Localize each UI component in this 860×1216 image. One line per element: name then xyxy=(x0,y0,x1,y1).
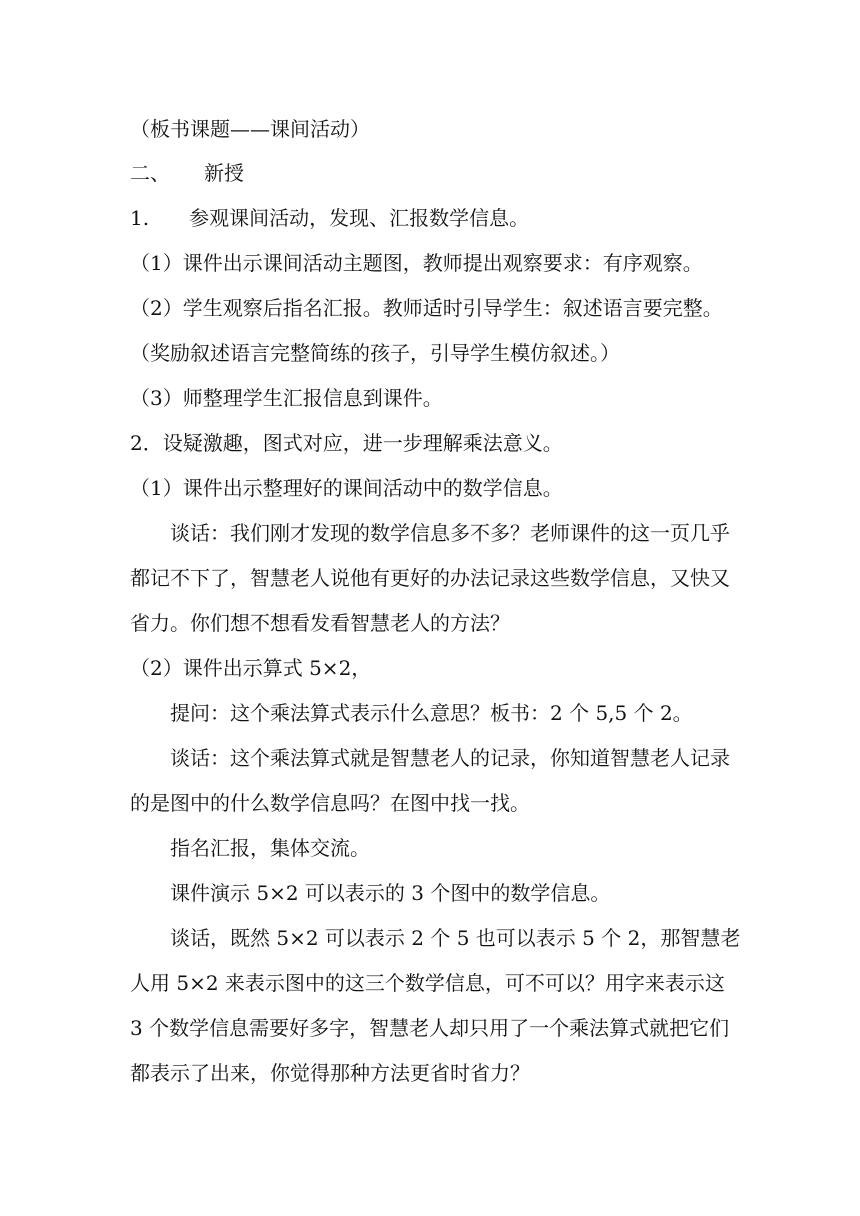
list-item-2: 2．设疑激趣，图式对应，进一步理解乘法意义。 xyxy=(130,431,563,455)
paragraph-line: 人用 5×2 来表示图中的这三个数学信息，可不可以？用字来表示这 xyxy=(130,971,725,995)
paragraph-line: 谈话：这个乘法算式就是智慧老人的记录，你知道智慧老人记录 xyxy=(170,746,730,770)
paragraph-line: （2）学生观察后指名汇报。教师适时引导学生：叙述语言要完整。 xyxy=(130,296,723,320)
paragraph-line: 谈话，既然 5×2 可以表示 2 个 5 也可以表示 5 个 2，那智慧老 xyxy=(170,926,741,950)
paragraph-line: 谈话：我们刚才发现的数学信息多不多？老师课件的这一页几乎 xyxy=(170,521,730,545)
list-item-number: 1. xyxy=(130,206,150,230)
paragraph-line: （1）课件出示课间活动主题图，教师提出观察要求：有序观察。 xyxy=(130,251,703,275)
paragraph-line: 都记不下了，智慧老人说他有更好的办法记录这些数学信息，又快又 xyxy=(130,566,730,590)
paragraph-line: 都表示了出来，你觉得那种方法更省时省力？ xyxy=(130,1061,530,1085)
section-number: 二、 xyxy=(130,161,170,185)
paragraph-line: 课件演示 5×2 可以表示的 3 个图中的数学信息。 xyxy=(170,881,611,905)
board-title-note: （板书课题——课间活动） xyxy=(130,117,370,141)
paragraph-line: 3 个数学信息需要好多字，智慧老人却只用了一个乘法算式就把它们 xyxy=(130,1016,730,1040)
list-item-text: 参观课间活动，发现、汇报数学信息。 xyxy=(189,206,530,230)
paragraph-line: 指名汇报，集体交流。 xyxy=(170,836,370,860)
paragraph-line: 的是图中的什么数学信息吗？在图中找一找。 xyxy=(130,791,530,815)
section-title: 新授 xyxy=(204,161,244,185)
paragraph-line: 省力。你们想不想看发看智慧老人的方法？ xyxy=(130,611,510,635)
section-heading-new-lesson xyxy=(130,159,244,187)
paragraph-line: 提问：这个乘法算式表示什么意思？板书：2 个 5,5 个 2。 xyxy=(170,701,693,725)
paragraph-line: （3）师整理学生汇报信息到课件。 xyxy=(130,386,443,410)
paragraph-line: （奖励叙述语言完整简练的孩子，引导学生模仿叙述。） xyxy=(130,341,620,365)
paragraph-line: （2）课件出示算式 5×2， xyxy=(130,656,372,680)
list-item-1 xyxy=(130,204,529,232)
paragraph-line: （1）课件出示整理好的课间活动中的数学信息。 xyxy=(130,476,563,500)
